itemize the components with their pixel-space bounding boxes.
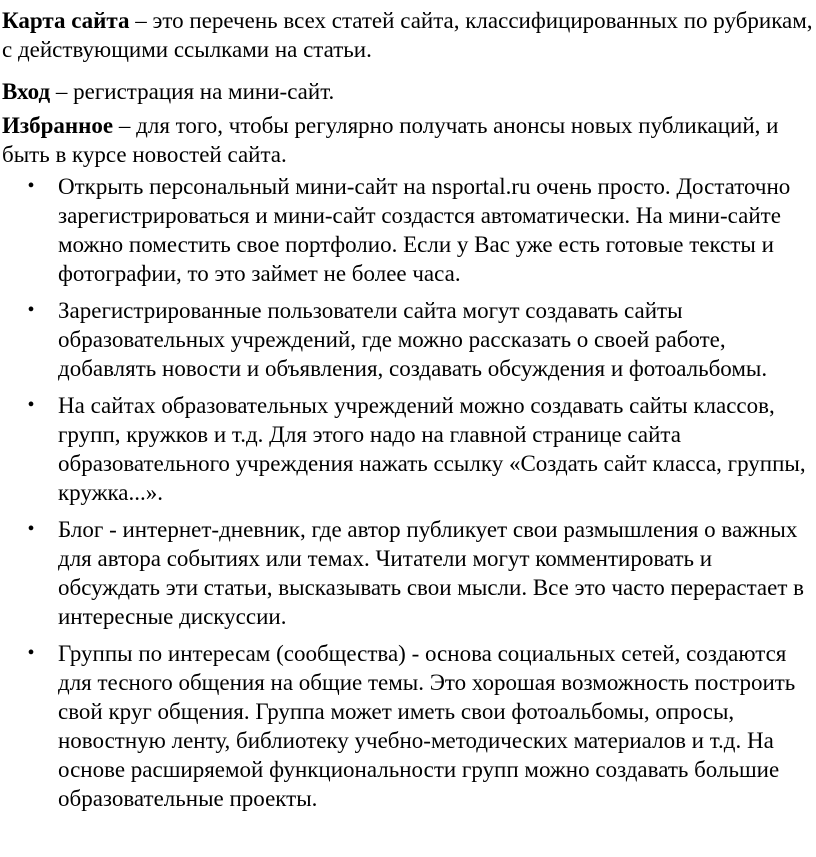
definition-favorites-text: – для того, чтобы регулярно получать анонсы новых публикаций, и быть в курсе новостей сайта. — [2, 113, 779, 167]
bullet-icon: • — [27, 394, 35, 416]
term-favorites: Избранное — [2, 113, 114, 138]
list-item — [0, 296, 816, 383]
bullet-icon: • — [27, 642, 35, 664]
list-item-text: Группы по интересам (сообщества) - основа социальных сетей, создаются для тесного общения на общие темы. Это хорошая возможность построить свой круг общения. Группа может иметь свои фотоальбомы, опросы, новостную ленту, библиотеку учебно-методических материалов и т.д. На основе расширяемой функциональности групп можно создавать большие образовательные проекты. — [58, 641, 796, 811]
definition-login — [2, 77, 814, 106]
definition-site-map — [2, 6, 814, 64]
bullet-list — [0, 172, 816, 821]
list-item — [0, 515, 816, 631]
term-login: Вход — [2, 79, 51, 104]
list-item — [0, 391, 816, 507]
definition-site-map-text: – это перечень всех статей сайта, классифицированных по рубрикам, с действующими ссылками на статьи. — [2, 8, 813, 62]
list-item-text: Зарегистрированные пользователи сайта могут создавать сайты образовательных учреждений, где можно рассказать о своей работе, добавлять новости и объявления, создавать обсуждения и фотоальбомы. — [58, 298, 768, 381]
term-site-map: Карта сайта — [2, 8, 130, 33]
list-item-text: На сайтах образовательных учреждений можно создавать сайты классов, групп, кружков и т.д. Для этого надо на главной странице сайта образовательного учреждения нажать ссылку «Создать сайт класса, группы, кружка...». — [58, 393, 806, 505]
list-item — [0, 172, 816, 288]
bullet-icon: • — [27, 175, 35, 197]
bullet-icon: • — [27, 299, 35, 321]
definition-login-text: – регистрация на мини-сайт. — [50, 79, 335, 104]
list-item — [0, 639, 816, 813]
list-item-text: Открыть персональный мини-сайт на nsportal.ru очень просто. Достаточно зарегистрироваться и мини-сайт создастся автоматически. На мини-сайте можно поместить свое портфолио. Если у Вас уже есть готовые тексты и фотографии, то это займет не более часа. — [58, 174, 791, 286]
list-item-text: Блог - интернет-дневник, где автор публикует свои размышления о важных для автора событиях или темах. Читатели могут комментировать и обсуждать эти статьи, высказывать свои мысли. Все это часто перерастает в интересные дискуссии. — [58, 517, 805, 629]
bullet-icon: • — [27, 518, 35, 540]
definition-favorites — [2, 111, 814, 169]
